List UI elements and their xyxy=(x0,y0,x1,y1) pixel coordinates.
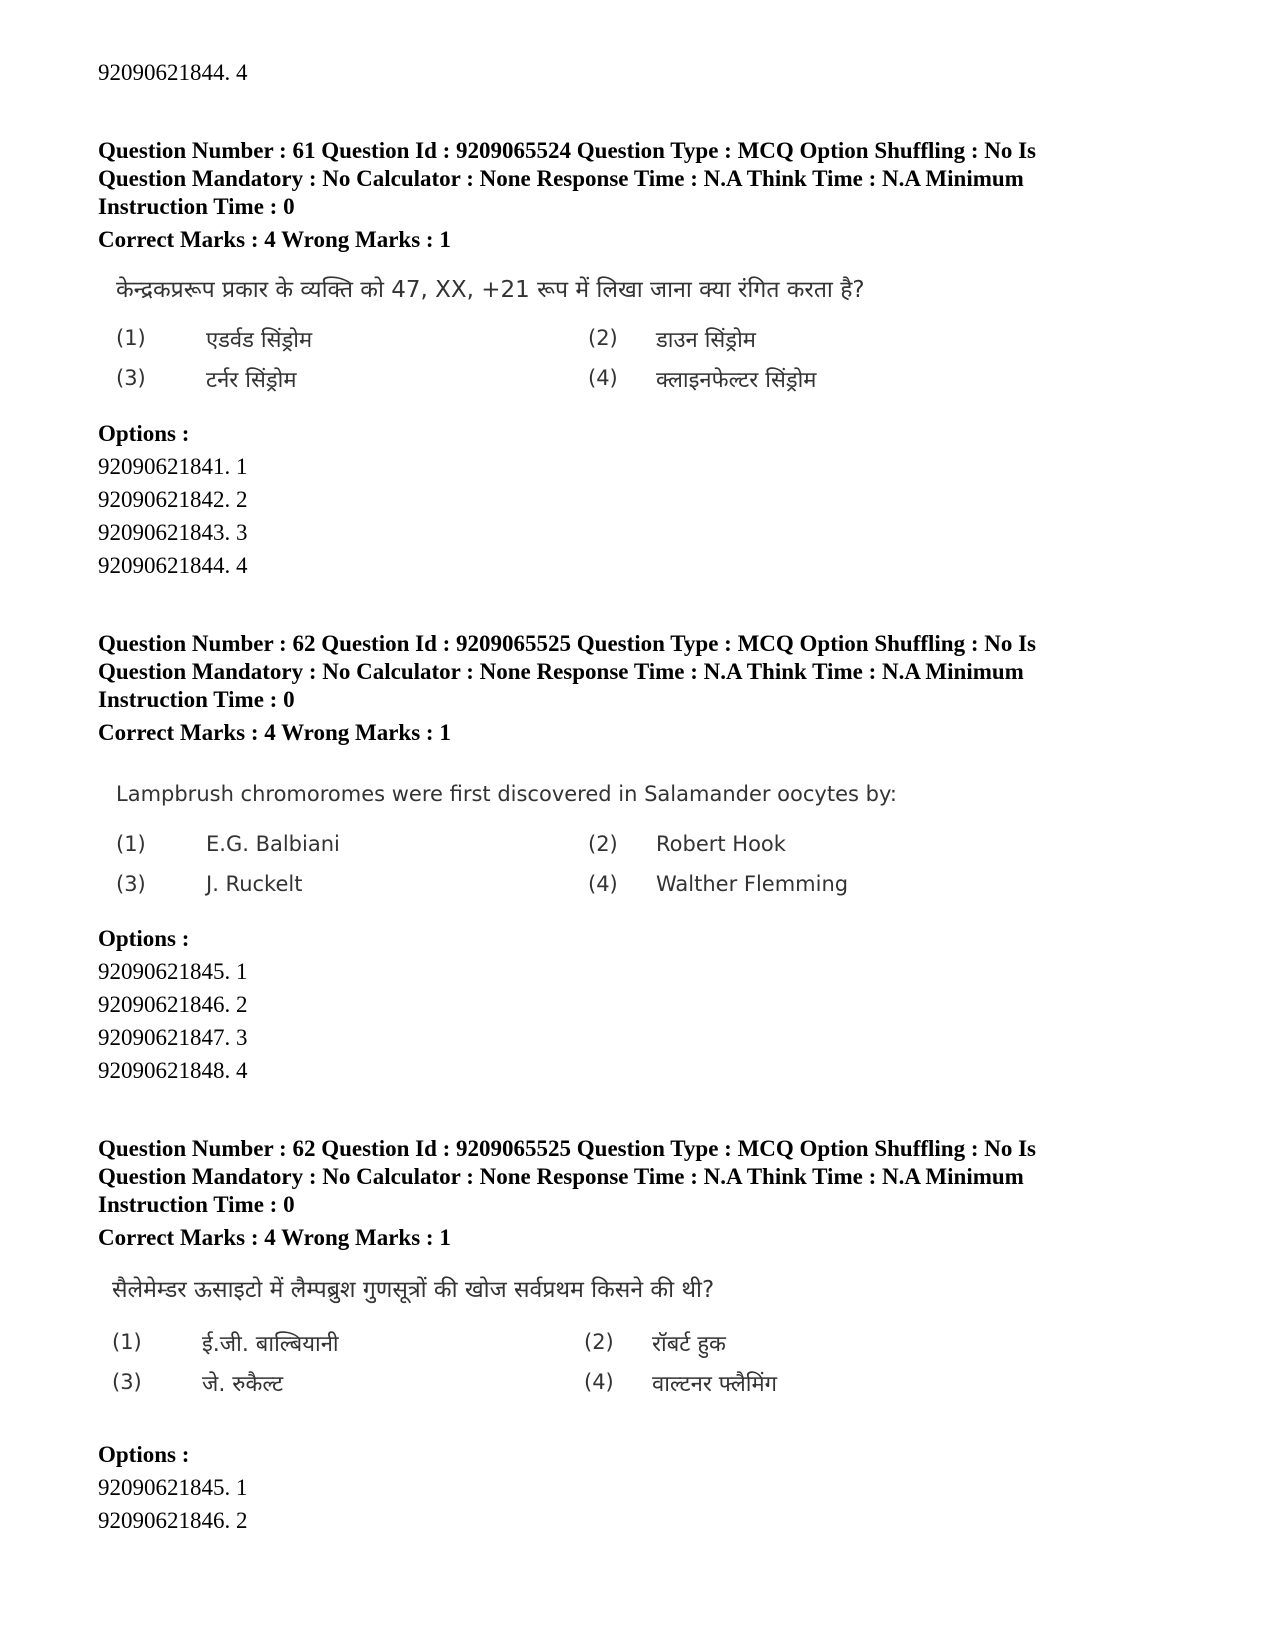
choice-number: (4) xyxy=(588,366,618,390)
choice-text: E.G. Balbiani xyxy=(206,832,340,856)
question-content xyxy=(98,776,1098,906)
marks-line: Correct Marks : 4 Wrong Marks : 1 xyxy=(98,720,451,745)
choice-text: जे. रुकैल्ट xyxy=(202,1372,284,1397)
choice-number: (4) xyxy=(588,872,618,896)
choice-number: (3) xyxy=(116,366,146,390)
choice-number: (1) xyxy=(112,1330,142,1354)
choice-number: (4) xyxy=(584,1370,614,1394)
choice-text: रॉबर्ट हुक xyxy=(652,1332,726,1357)
choice-text: क्लाइनफेल्टर सिंड्रोम xyxy=(656,368,817,393)
option-line: 92090621845. 1 xyxy=(98,959,248,984)
choice-text: Robert Hook xyxy=(656,832,786,856)
question-content xyxy=(98,1268,1098,1398)
choice-text: एडर्वड सिंड्रोम xyxy=(206,328,313,353)
option-line: 92090621844. 4 xyxy=(98,553,248,578)
option-line: 92090621846. 2 xyxy=(98,1508,248,1533)
question-text: Lampbrush chromoromes were first discovered in Salamander oocytes by: xyxy=(116,782,897,806)
option-line: 92090621847. 3 xyxy=(98,1025,248,1050)
choice-number: (1) xyxy=(116,326,146,350)
choice-number: (2) xyxy=(584,1330,614,1354)
option-line: 92090621846. 2 xyxy=(98,992,248,1017)
options-label: Options : xyxy=(98,421,190,446)
choice-number: (2) xyxy=(588,832,618,856)
question-meta: Question Number : 61 Question Id : 9209065524 Question Type : MCQ Option Shuffling : No Is Question Mandatory : No Calculator : None Response Time : N.A Think Time : N.A Minimum Instruction Time : 0 xyxy=(98,138,1037,219)
choice-text: डाउन सिंड्रोम xyxy=(656,328,756,353)
options-label: Options : xyxy=(98,926,190,951)
marks-line: Correct Marks : 4 Wrong Marks : 1 xyxy=(98,1225,451,1250)
question-content xyxy=(98,266,1098,396)
option-line: 92090621842. 2 xyxy=(98,487,248,512)
marks-line: Correct Marks : 4 Wrong Marks : 1 xyxy=(98,227,451,252)
option-line: 92090621841. 1 xyxy=(98,454,248,479)
option-line: 92090621844. 4 xyxy=(98,60,248,85)
choice-text: टर्नर सिंड्रोम xyxy=(206,368,297,393)
choice-number: (2) xyxy=(588,326,618,350)
option-line: 92090621843. 3 xyxy=(98,520,248,545)
question-meta: Question Number : 62 Question Id : 9209065525 Question Type : MCQ Option Shuffling : No Is Question Mandatory : No Calculator : None Response Time : N.A Think Time : N.A Minimum Instruction Time : 0 xyxy=(98,631,1037,712)
choice-text: ई.जी. बाल्बियानी xyxy=(202,1332,339,1357)
choice-text: J. Ruckelt xyxy=(206,872,303,896)
options-label: Options : xyxy=(98,1442,190,1467)
option-line: 92090621845. 1 xyxy=(98,1475,248,1500)
choice-number: (1) xyxy=(116,832,146,856)
question-meta: Question Number : 62 Question Id : 9209065525 Question Type : MCQ Option Shuffling : No Is Question Mandatory : No Calculator : None Response Time : N.A Think Time : N.A Minimum Instruction Time : 0 xyxy=(98,1136,1037,1217)
choice-text: वाल्टनर फ्लैमिंग xyxy=(652,1372,778,1397)
option-line: 92090621848. 4 xyxy=(98,1058,248,1083)
choice-number: (3) xyxy=(116,872,146,896)
choice-number: (3) xyxy=(112,1370,142,1394)
question-text: सैलेमेम्डर ऊसाइटो में लैम्पब्रुश गुणसूत्रों की खोज सर्वप्रथम किसने की थी? xyxy=(112,1277,715,1303)
choice-text: Walther Flemming xyxy=(656,872,849,896)
question-text: केन्द्रकप्ररूप प्रकार के व्यक्ति को 47, XX, +21 रूप में लिखा जाना क्या रंगित करता है? xyxy=(116,277,865,303)
